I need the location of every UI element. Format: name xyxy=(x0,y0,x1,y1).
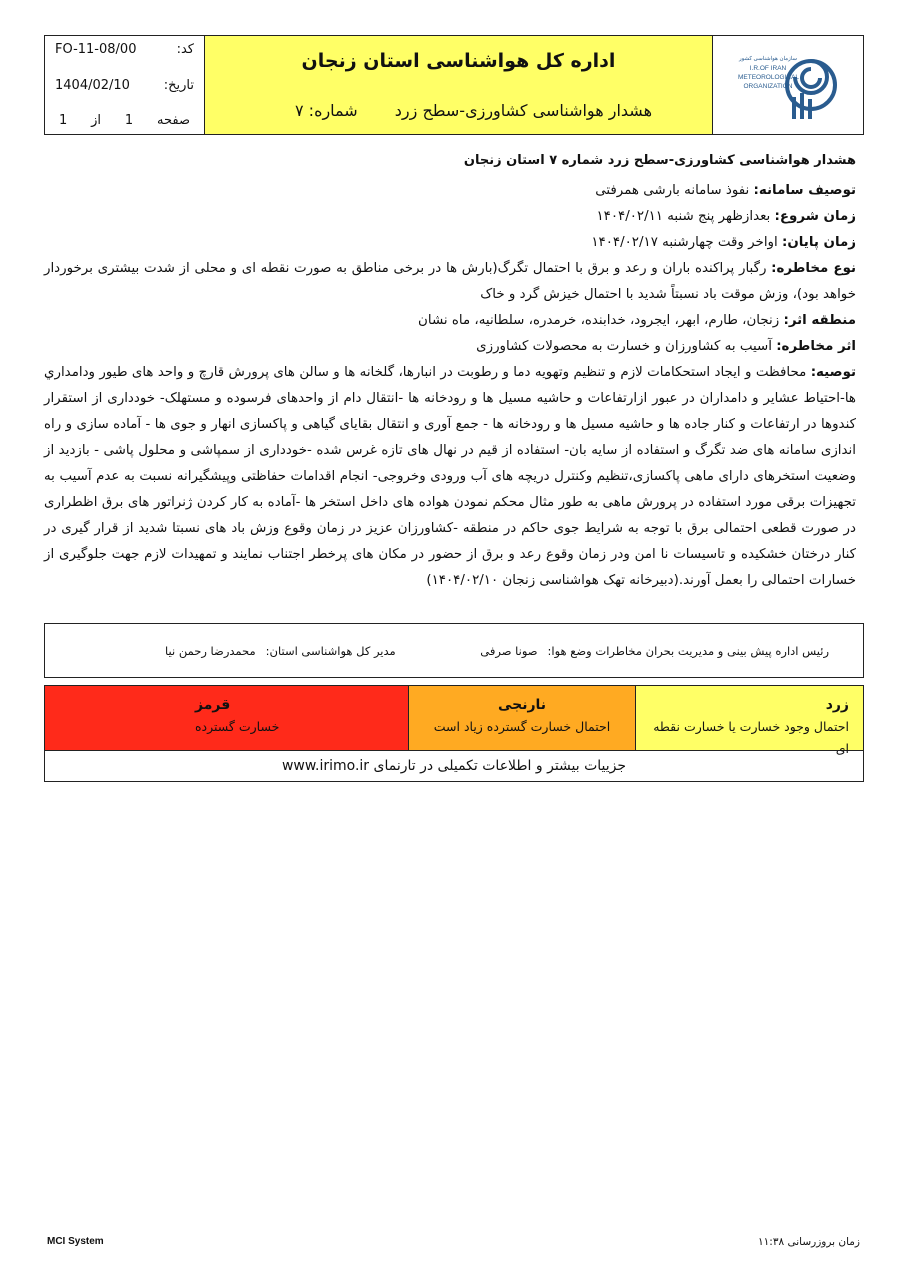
area-label: منطقه اثر: xyxy=(783,313,856,328)
organization-logo xyxy=(713,36,863,134)
recommendation xyxy=(44,360,856,594)
logo-text: سازمان هواشناسی کشور I.R.OF IRAN METEOROLOGICAL ORGANIZATION xyxy=(738,56,800,90)
update-label: زمان بروزرسانی xyxy=(787,1236,860,1248)
header-title-block xyxy=(205,36,713,134)
start-time xyxy=(44,204,856,230)
director-label: مدیر کل هواشناسی استان: xyxy=(265,643,396,658)
meteorological-spiral-icon xyxy=(782,47,840,123)
code-value: FO-11-08/00 xyxy=(55,42,137,57)
code-label: کد: xyxy=(176,42,194,57)
forecast-head-name: صونا صرفی xyxy=(480,643,538,658)
date-label: تاریخ: xyxy=(163,77,194,93)
hazard-impact xyxy=(44,334,856,360)
update-value: ۱۱:۳۸ xyxy=(758,1236,785,1248)
warning-subject: هشدار هواشناسی کشاورزی-سطح زرد شماره ۷ استان زنجان xyxy=(463,153,856,168)
director-signature xyxy=(165,644,396,658)
page-of: از xyxy=(91,113,102,128)
forecast-head-label: رئیس اداره پیش بینی و مدیریت بحران مخاطرات وضع هوا: xyxy=(547,643,829,658)
impact-value: آسیب به کشاورزان و خسارت به محصولات کشاورزی xyxy=(476,339,777,354)
system-value: نفوذ سامانه بارشی همرفتی xyxy=(595,183,754,198)
website-note: جزییات بیشتر و اطلاعات تکمیلی در تارنمای www.irimo.ir xyxy=(281,758,627,774)
legend-red xyxy=(45,686,409,750)
date-row xyxy=(55,78,194,93)
hazard-type xyxy=(44,256,856,308)
advice-value: محافظت و ایجاد استحکامات لازم و تنظیم وتهویه دما و رطوبت در انبارها، گلخانه ها و سالن های پرورش قارچ و واحد های طیور ودامداري ها-احتیاط عشایر و دامداران در عبور ازارتفاعات و حاشیه مسیل ها و رودخانه ها -انتقال دام از واحدهای فرسوده و مستهلک- خودداری از استقرار کندوها در ارتفاعات و کنار جاده ها و حاشیه مسیل ها و رودخانه ها - جمع آوری و انتقال بقایای گیاهی و پاکسازی انهار و جوی ها - آماده سازی و راه اندازی سامانه های ضد تگرگ و استفاده از سایه بان- استفاده از قیم در نهال های تازه غرس شده -خودداری از سمپاشی و محلول پاشی - بازدید از وضعیت استخرهای دارای ماهی پاکسازی،تنظیم وکنترل دریچه های آب ورودی وخروجی- انجام اقدامات حفاظتی وپیشگیرانه نسبت به عدم آسیب به تجهیزات برقی مورد استفاده در پرورش ماهی به طور مثال محکم نمودن هواده های داخل استخر ها -آماده به کار کردن ژنراتور های برق اظطراری در صورت قطعی احتمالی برق با توجه به شرایط جوی حاکم در منطقه -کشاورزان عزیز در زمان وقوع وزش باد های نسبتا شدید از قرار گیری در کنار درختان خشکیده و تاسیسات نا امن ودر زمان وقوع رعد و برق از حضور در مکان های پرخطر اجتناب نمایند و تمهیدات لازم جهت جلوگیری از خسارات احتمالی را بعمل آورند.(دبیرخانه تهک هواشناسی زنجان ۱۴۰۴/۰۲/۱۰) xyxy=(44,365,856,588)
update-time xyxy=(758,1236,860,1248)
legend-orange xyxy=(409,686,637,750)
page-current: 1 xyxy=(124,113,134,128)
page-total: 1 xyxy=(59,113,68,128)
header-subtitle-row xyxy=(205,101,712,120)
legend-yellow-level: زرد xyxy=(825,697,849,713)
date-value: 1404/02/10 xyxy=(55,77,130,93)
hazard-label: نوع مخاطره: xyxy=(771,261,856,276)
document-meta xyxy=(45,36,205,134)
end-label: زمان پایان: xyxy=(781,235,856,250)
legend-red-desc: خسارت گسترده xyxy=(194,719,280,734)
legend-yellow-desc: احتمال وجود خسارت یا خسارت نقطه ای xyxy=(653,719,849,756)
page-label: صفحه xyxy=(157,113,190,128)
start-label: زمان شروع: xyxy=(774,209,856,224)
warning-content xyxy=(44,148,856,594)
hazard-value: رگبار پراکنده باران و رعد و برق با احتمال تگرگ(بارش ها در برخی مناطق به صورت نقطه ای و محلی از شدت بیشتری برخوردار خواهد بود)، وزش موقت باد نسبتاً شدید با احتمال خیزش گرد و خاک xyxy=(44,261,856,302)
signatures-box xyxy=(44,623,864,678)
director-name: محمدرضا رحمن نیا xyxy=(165,643,256,658)
legend-orange-level: نارنجی xyxy=(497,697,547,713)
system-label: توصیف سامانه: xyxy=(753,183,856,198)
legend-orange-desc: احتمال خسارت گسترده زیاد است xyxy=(433,719,611,734)
document-header xyxy=(44,35,864,135)
system-description xyxy=(44,178,856,204)
warning-level-legend xyxy=(44,685,864,782)
warning-number: شماره: ۷ xyxy=(295,100,358,120)
legend-yellow xyxy=(636,686,863,756)
advice-label: توصیه: xyxy=(810,365,856,380)
warning-subtitle: هشدار هواشناسی کشاورزی-سطح زرد xyxy=(394,100,652,120)
forecast-head-signature xyxy=(480,644,829,658)
start-value: بعدازظهر پنج شنبه ۱۴۰۴/۰۲/۱۱ xyxy=(596,209,775,224)
end-value: اواخر وقت چهارشنبه ۱۴۰۴/۰۲/۱۷ xyxy=(591,235,782,250)
area-value: زنجان، طارم، ابهر، ایجرود، خدابنده، خرمدره، سلطانیه، ماه نشان xyxy=(418,313,784,328)
code-row xyxy=(55,42,194,57)
system-name: MCI System xyxy=(47,1236,104,1247)
affected-area xyxy=(44,308,856,334)
impact-label: اثر مخاطره: xyxy=(776,339,856,354)
legend-red-level: قرمز xyxy=(194,697,231,713)
end-time xyxy=(44,230,856,256)
page-row xyxy=(55,113,194,128)
organization-title: اداره کل هواشناسی استان زنجان xyxy=(301,50,616,73)
